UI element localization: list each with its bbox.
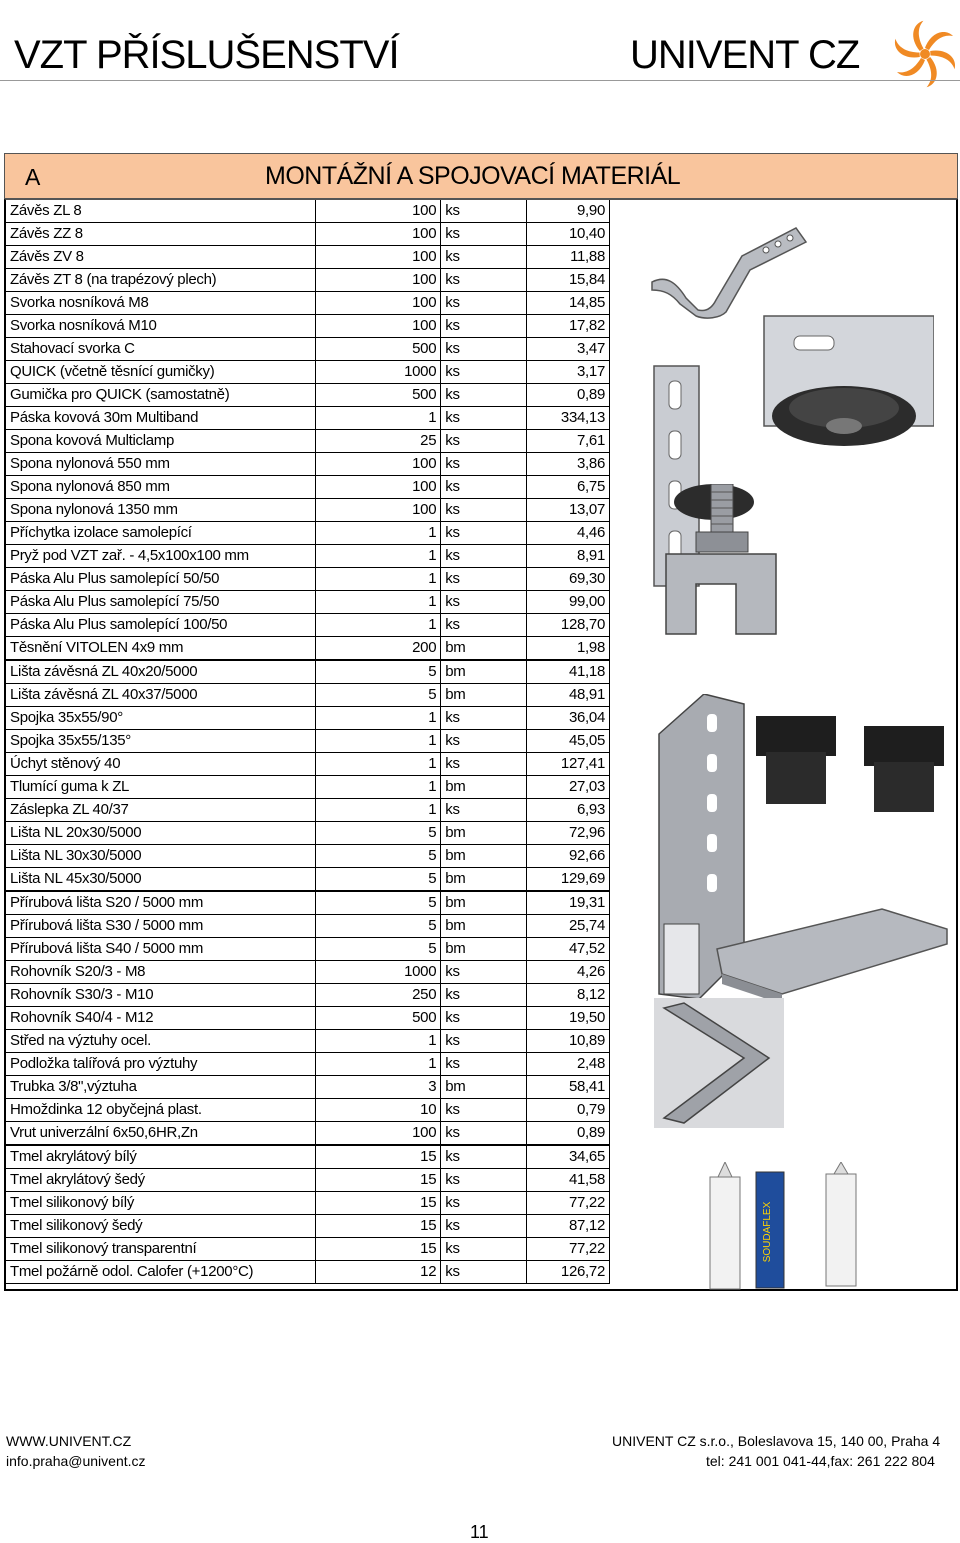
section-letter: A [25, 164, 41, 190]
page-title: VZT PŘÍSLUŠENSTVÍ [14, 33, 399, 77]
item-unit: ks [441, 1215, 527, 1238]
item-price: 58,41 [526, 1076, 609, 1099]
item-quantity: 1 [316, 707, 441, 730]
item-price: 128,70 [526, 614, 609, 637]
item-price: 45,05 [526, 730, 609, 753]
item-price: 77,22 [526, 1238, 609, 1261]
item-name: Gumička pro QUICK (samostatně) [6, 384, 316, 407]
item-name: Těsnění VITOLEN 4x9 mm [6, 637, 316, 661]
item-price: 0,89 [526, 384, 609, 407]
item-unit: bm [441, 684, 527, 707]
item-quantity: 100 [316, 200, 441, 223]
item-unit: bm [441, 868, 527, 892]
item-name: Spona nylonová 1350 mm [6, 499, 316, 522]
item-unit: ks [441, 1030, 527, 1053]
item-quantity: 1 [316, 799, 441, 822]
item-name: Tlumící guma k ZL [6, 776, 316, 799]
item-unit: bm [441, 1076, 527, 1099]
item-quantity: 100 [316, 246, 441, 269]
table-row [6, 1145, 610, 1169]
footer-email[interactable]: info.praha@univent.cz [6, 1453, 146, 1469]
item-unit: ks [441, 707, 527, 730]
item-quantity: 5 [316, 822, 441, 845]
table-row [6, 1192, 610, 1215]
item-price: 9,90 [526, 200, 609, 223]
item-price: 129,69 [526, 868, 609, 892]
item-name: QUICK (včetně těsnící gumičky) [6, 361, 316, 384]
item-price: 126,72 [526, 1261, 609, 1284]
item-name: Páska Alu Plus samolepící 75/50 [6, 591, 316, 614]
footer-company: UNIVENT CZ s.r.o., Boleslavova 15, 140 00, Praha 4 [612, 1433, 941, 1449]
item-quantity: 1 [316, 753, 441, 776]
item-unit: ks [441, 1238, 527, 1261]
item-quantity: 1 [316, 568, 441, 591]
item-unit: ks [441, 1169, 527, 1192]
item-quantity: 1 [316, 1030, 441, 1053]
item-name: Páska Alu Plus samolepící 100/50 [6, 614, 316, 637]
table-row [6, 614, 610, 637]
item-unit: ks [441, 799, 527, 822]
item-name: Úchyt stěnový 40 [6, 753, 316, 776]
item-name: Závěs ZT 8 (na trapézový plech) [6, 269, 316, 292]
table-row [6, 430, 610, 453]
item-unit: ks [441, 1122, 527, 1146]
item-name: Tmel akrylátový šedý [6, 1169, 316, 1192]
item-name: Páska Alu Plus samolepící 50/50 [6, 568, 316, 591]
item-quantity: 500 [316, 384, 441, 407]
table-row [6, 545, 610, 568]
end-cap-image [752, 712, 948, 822]
item-quantity: 15 [316, 1192, 441, 1215]
item-unit: bm [441, 891, 527, 915]
item-quantity: 5 [316, 684, 441, 707]
item-unit: ks [441, 246, 527, 269]
item-quantity: 100 [316, 315, 441, 338]
item-price: 41,58 [526, 1169, 609, 1192]
item-name: Tmel silikonový šedý [6, 1215, 316, 1238]
item-unit: ks [441, 1099, 527, 1122]
table-row [6, 499, 610, 522]
item-price: 19,50 [526, 1007, 609, 1030]
table-row [6, 845, 610, 868]
section-header [4, 153, 958, 199]
item-price: 3,86 [526, 453, 609, 476]
table-row [6, 476, 610, 499]
item-price: 334,13 [526, 407, 609, 430]
item-unit: ks [441, 1007, 527, 1030]
item-quantity: 1 [316, 407, 441, 430]
item-quantity: 1 [316, 545, 441, 568]
table-row [6, 1099, 610, 1122]
univent-logo-icon [892, 16, 958, 90]
item-price: 4,26 [526, 961, 609, 984]
table-row [6, 384, 610, 407]
item-name: Páska kovová 30m Multiband [6, 407, 316, 430]
table-row [6, 568, 610, 591]
item-unit: bm [441, 938, 527, 961]
item-quantity: 3 [316, 1076, 441, 1099]
item-price: 10,40 [526, 223, 609, 246]
item-name: Lišta NL 20x30/5000 [6, 822, 316, 845]
table-row [6, 891, 610, 915]
item-price: 7,61 [526, 430, 609, 453]
item-quantity: 100 [316, 499, 441, 522]
item-unit: ks [441, 223, 527, 246]
item-quantity: 5 [316, 938, 441, 961]
sealant-tubes-image [706, 1162, 866, 1292]
item-name: Podložka talířová pro výztuhy [6, 1053, 316, 1076]
item-unit: bm [441, 915, 527, 938]
table-row [6, 961, 610, 984]
item-price: 99,00 [526, 591, 609, 614]
table-row [6, 338, 610, 361]
item-quantity: 12 [316, 1261, 441, 1284]
table-row [6, 453, 610, 476]
item-quantity: 100 [316, 453, 441, 476]
item-price: 6,93 [526, 799, 609, 822]
item-unit: ks [441, 200, 527, 223]
item-name: Spona nylonová 850 mm [6, 476, 316, 499]
item-name: Přírubová lišta S20 / 5000 mm [6, 891, 316, 915]
item-unit: ks [441, 753, 527, 776]
item-unit: ks [441, 545, 527, 568]
table-row [6, 868, 610, 892]
item-unit: ks [441, 961, 527, 984]
item-price: 19,31 [526, 891, 609, 915]
brand-name: UNIVENT CZ [630, 33, 860, 77]
item-quantity: 100 [316, 292, 441, 315]
item-unit: ks [441, 361, 527, 384]
item-name: Závěs ZV 8 [6, 246, 316, 269]
item-name: Trubka 3/8",výztuha [6, 1076, 316, 1099]
item-price: 17,82 [526, 315, 609, 338]
table-row [6, 1007, 610, 1030]
item-unit: bm [441, 637, 527, 661]
item-quantity: 100 [316, 1122, 441, 1146]
table-row [6, 522, 610, 545]
table-row [6, 1030, 610, 1053]
item-price: 6,75 [526, 476, 609, 499]
item-name: Hmoždinka 12 obyčejná plast. [6, 1099, 316, 1122]
beam-clamp-image [656, 484, 786, 644]
item-price: 14,85 [526, 292, 609, 315]
item-name: Vrut univerzální 6x50,6HR,Zn [6, 1122, 316, 1146]
item-unit: bm [441, 845, 527, 868]
table-row [6, 984, 610, 1007]
item-price: 92,66 [526, 845, 609, 868]
item-quantity: 15 [316, 1169, 441, 1192]
item-name: Lišta NL 30x30/5000 [6, 845, 316, 868]
item-price: 15,84 [526, 269, 609, 292]
item-price: 47,52 [526, 938, 609, 961]
table-row [6, 246, 610, 269]
item-name: Tmel požárně odol. Calofer (+1200°C) [6, 1261, 316, 1284]
item-unit: ks [441, 591, 527, 614]
item-name: Rohovník S40/4 - M12 [6, 1007, 316, 1030]
item-price: 77,22 [526, 1192, 609, 1215]
item-unit: ks [441, 499, 527, 522]
item-price: 4,46 [526, 522, 609, 545]
item-name: Závěs ZZ 8 [6, 223, 316, 246]
table-row [6, 223, 610, 246]
table-row [6, 1076, 610, 1099]
item-unit: ks [441, 384, 527, 407]
item-quantity: 1 [316, 730, 441, 753]
item-quantity: 1000 [316, 961, 441, 984]
item-unit: ks [441, 522, 527, 545]
item-name: Svorka nosníková M10 [6, 315, 316, 338]
item-name: Spona nylonová 550 mm [6, 453, 316, 476]
table-row [6, 200, 610, 223]
item-unit: ks [441, 476, 527, 499]
table-row [6, 915, 610, 938]
table-row [6, 707, 610, 730]
item-quantity: 15 [316, 1238, 441, 1261]
item-price: 87,12 [526, 1215, 609, 1238]
table-row [6, 938, 610, 961]
item-unit: ks [441, 1192, 527, 1215]
item-price: 27,03 [526, 776, 609, 799]
item-name: Tmel silikonový transparentní [6, 1238, 316, 1261]
item-name: Stahovací svorka C [6, 338, 316, 361]
item-quantity: 5 [316, 660, 441, 684]
item-quantity: 1 [316, 1053, 441, 1076]
item-unit: ks [441, 292, 527, 315]
item-price: 36,04 [526, 707, 609, 730]
item-name: Svorka nosníková M8 [6, 292, 316, 315]
item-price: 41,18 [526, 660, 609, 684]
item-name: Příchytka izolace samolepící [6, 522, 316, 545]
item-name: Rohovník S20/3 - M8 [6, 961, 316, 984]
item-quantity: 100 [316, 223, 441, 246]
table-row [6, 660, 610, 684]
item-name: Přírubová lišta S30 / 5000 mm [6, 915, 316, 938]
item-quantity: 500 [316, 338, 441, 361]
item-quantity: 5 [316, 845, 441, 868]
item-name: Spojka 35x55/135° [6, 730, 316, 753]
table-row [6, 753, 610, 776]
item-name: Střed na výztuhy ocel. [6, 1030, 316, 1053]
item-price: 10,89 [526, 1030, 609, 1053]
item-unit: bm [441, 776, 527, 799]
item-unit: ks [441, 315, 527, 338]
table-row [6, 1122, 610, 1146]
footer-phone: tel: 241 001 041-44,fax: 261 222 804 [706, 1453, 935, 1469]
item-price: 72,96 [526, 822, 609, 845]
item-name: Lišta závěsná ZL 40x20/5000 [6, 660, 316, 684]
sealant-brand-label: SOUDAFLEX [762, 1201, 773, 1263]
table-row [6, 776, 610, 799]
item-name: Závěs ZL 8 [6, 200, 316, 223]
item-unit: ks [441, 730, 527, 753]
item-unit: ks [441, 269, 527, 292]
item-unit: ks [441, 430, 527, 453]
item-name: Tmel silikonový bílý [6, 1192, 316, 1215]
item-quantity: 250 [316, 984, 441, 1007]
item-name: Lišta NL 45x30/5000 [6, 868, 316, 892]
item-quantity: 5 [316, 915, 441, 938]
item-quantity: 1 [316, 591, 441, 614]
item-quantity: 15 [316, 1215, 441, 1238]
item-name: Lišta závěsná ZL 40x37/5000 [6, 684, 316, 707]
table-row [6, 684, 610, 707]
price-table-frame [4, 199, 958, 1291]
table-row [6, 730, 610, 753]
item-price: 11,88 [526, 246, 609, 269]
item-unit: ks [441, 453, 527, 476]
item-quantity: 200 [316, 637, 441, 661]
item-name: Tmel akrylátový bílý [6, 1145, 316, 1169]
page-number: 11 [470, 1522, 489, 1542]
item-quantity: 10 [316, 1099, 441, 1122]
table-row [6, 269, 610, 292]
item-price: 25,74 [526, 915, 609, 938]
item-unit: ks [441, 568, 527, 591]
item-price: 48,91 [526, 684, 609, 707]
item-price: 2,48 [526, 1053, 609, 1076]
item-quantity: 1 [316, 776, 441, 799]
table-row [6, 822, 610, 845]
table-row [6, 1261, 610, 1284]
item-name: Záslepka ZL 40/37 [6, 799, 316, 822]
table-row [6, 591, 610, 614]
corner-piece-image [654, 998, 784, 1128]
item-unit: bm [441, 660, 527, 684]
section-title: MONTÁŽNÍ A SPOJOVACÍ MATERIÁL [265, 162, 681, 190]
table-row [6, 1215, 610, 1238]
price-table [6, 200, 610, 1284]
item-quantity: 100 [316, 269, 441, 292]
item-unit: ks [441, 984, 527, 1007]
item-price: 69,30 [526, 568, 609, 591]
item-price: 8,12 [526, 984, 609, 1007]
footer-web[interactable]: WWW.UNIVENT.CZ [6, 1433, 132, 1449]
item-name: Přírubová lišta S40 / 5000 mm [6, 938, 316, 961]
item-quantity: 1 [316, 522, 441, 545]
item-quantity: 1 [316, 614, 441, 637]
item-quantity: 25 [316, 430, 441, 453]
table-row [6, 1238, 610, 1261]
item-price: 8,91 [526, 545, 609, 568]
item-unit: bm [441, 822, 527, 845]
item-unit: ks [441, 1145, 527, 1169]
item-quantity: 500 [316, 1007, 441, 1030]
table-row [6, 799, 610, 822]
table-row [6, 361, 610, 384]
item-name: Rohovník S30/3 - M10 [6, 984, 316, 1007]
header-divider [0, 80, 960, 81]
item-price: 0,89 [526, 1122, 609, 1146]
table-row [6, 292, 610, 315]
item-price: 127,41 [526, 753, 609, 776]
item-price: 1,98 [526, 637, 609, 661]
item-quantity: 100 [316, 476, 441, 499]
table-row [6, 637, 610, 661]
item-unit: ks [441, 407, 527, 430]
item-price: 3,17 [526, 361, 609, 384]
table-row [6, 315, 610, 338]
item-name: Pryž pod VZT zař. - 4,5x100x100 mm [6, 545, 316, 568]
item-quantity: 5 [316, 868, 441, 892]
table-row [6, 407, 610, 430]
table-row [6, 1169, 610, 1192]
item-price: 13,07 [526, 499, 609, 522]
item-quantity: 15 [316, 1145, 441, 1169]
item-unit: ks [441, 338, 527, 361]
item-name: Spojka 35x55/90° [6, 707, 316, 730]
item-price: 3,47 [526, 338, 609, 361]
item-price: 0,79 [526, 1099, 609, 1122]
item-quantity: 1000 [316, 361, 441, 384]
item-name: Spona kovová Multiclamp [6, 430, 316, 453]
item-unit: ks [441, 1053, 527, 1076]
table-row [6, 1053, 610, 1076]
flange-rail-image [712, 904, 952, 1009]
item-unit: ks [441, 614, 527, 637]
item-unit: ks [441, 1261, 527, 1284]
item-price: 34,65 [526, 1145, 609, 1169]
item-quantity: 5 [316, 891, 441, 915]
